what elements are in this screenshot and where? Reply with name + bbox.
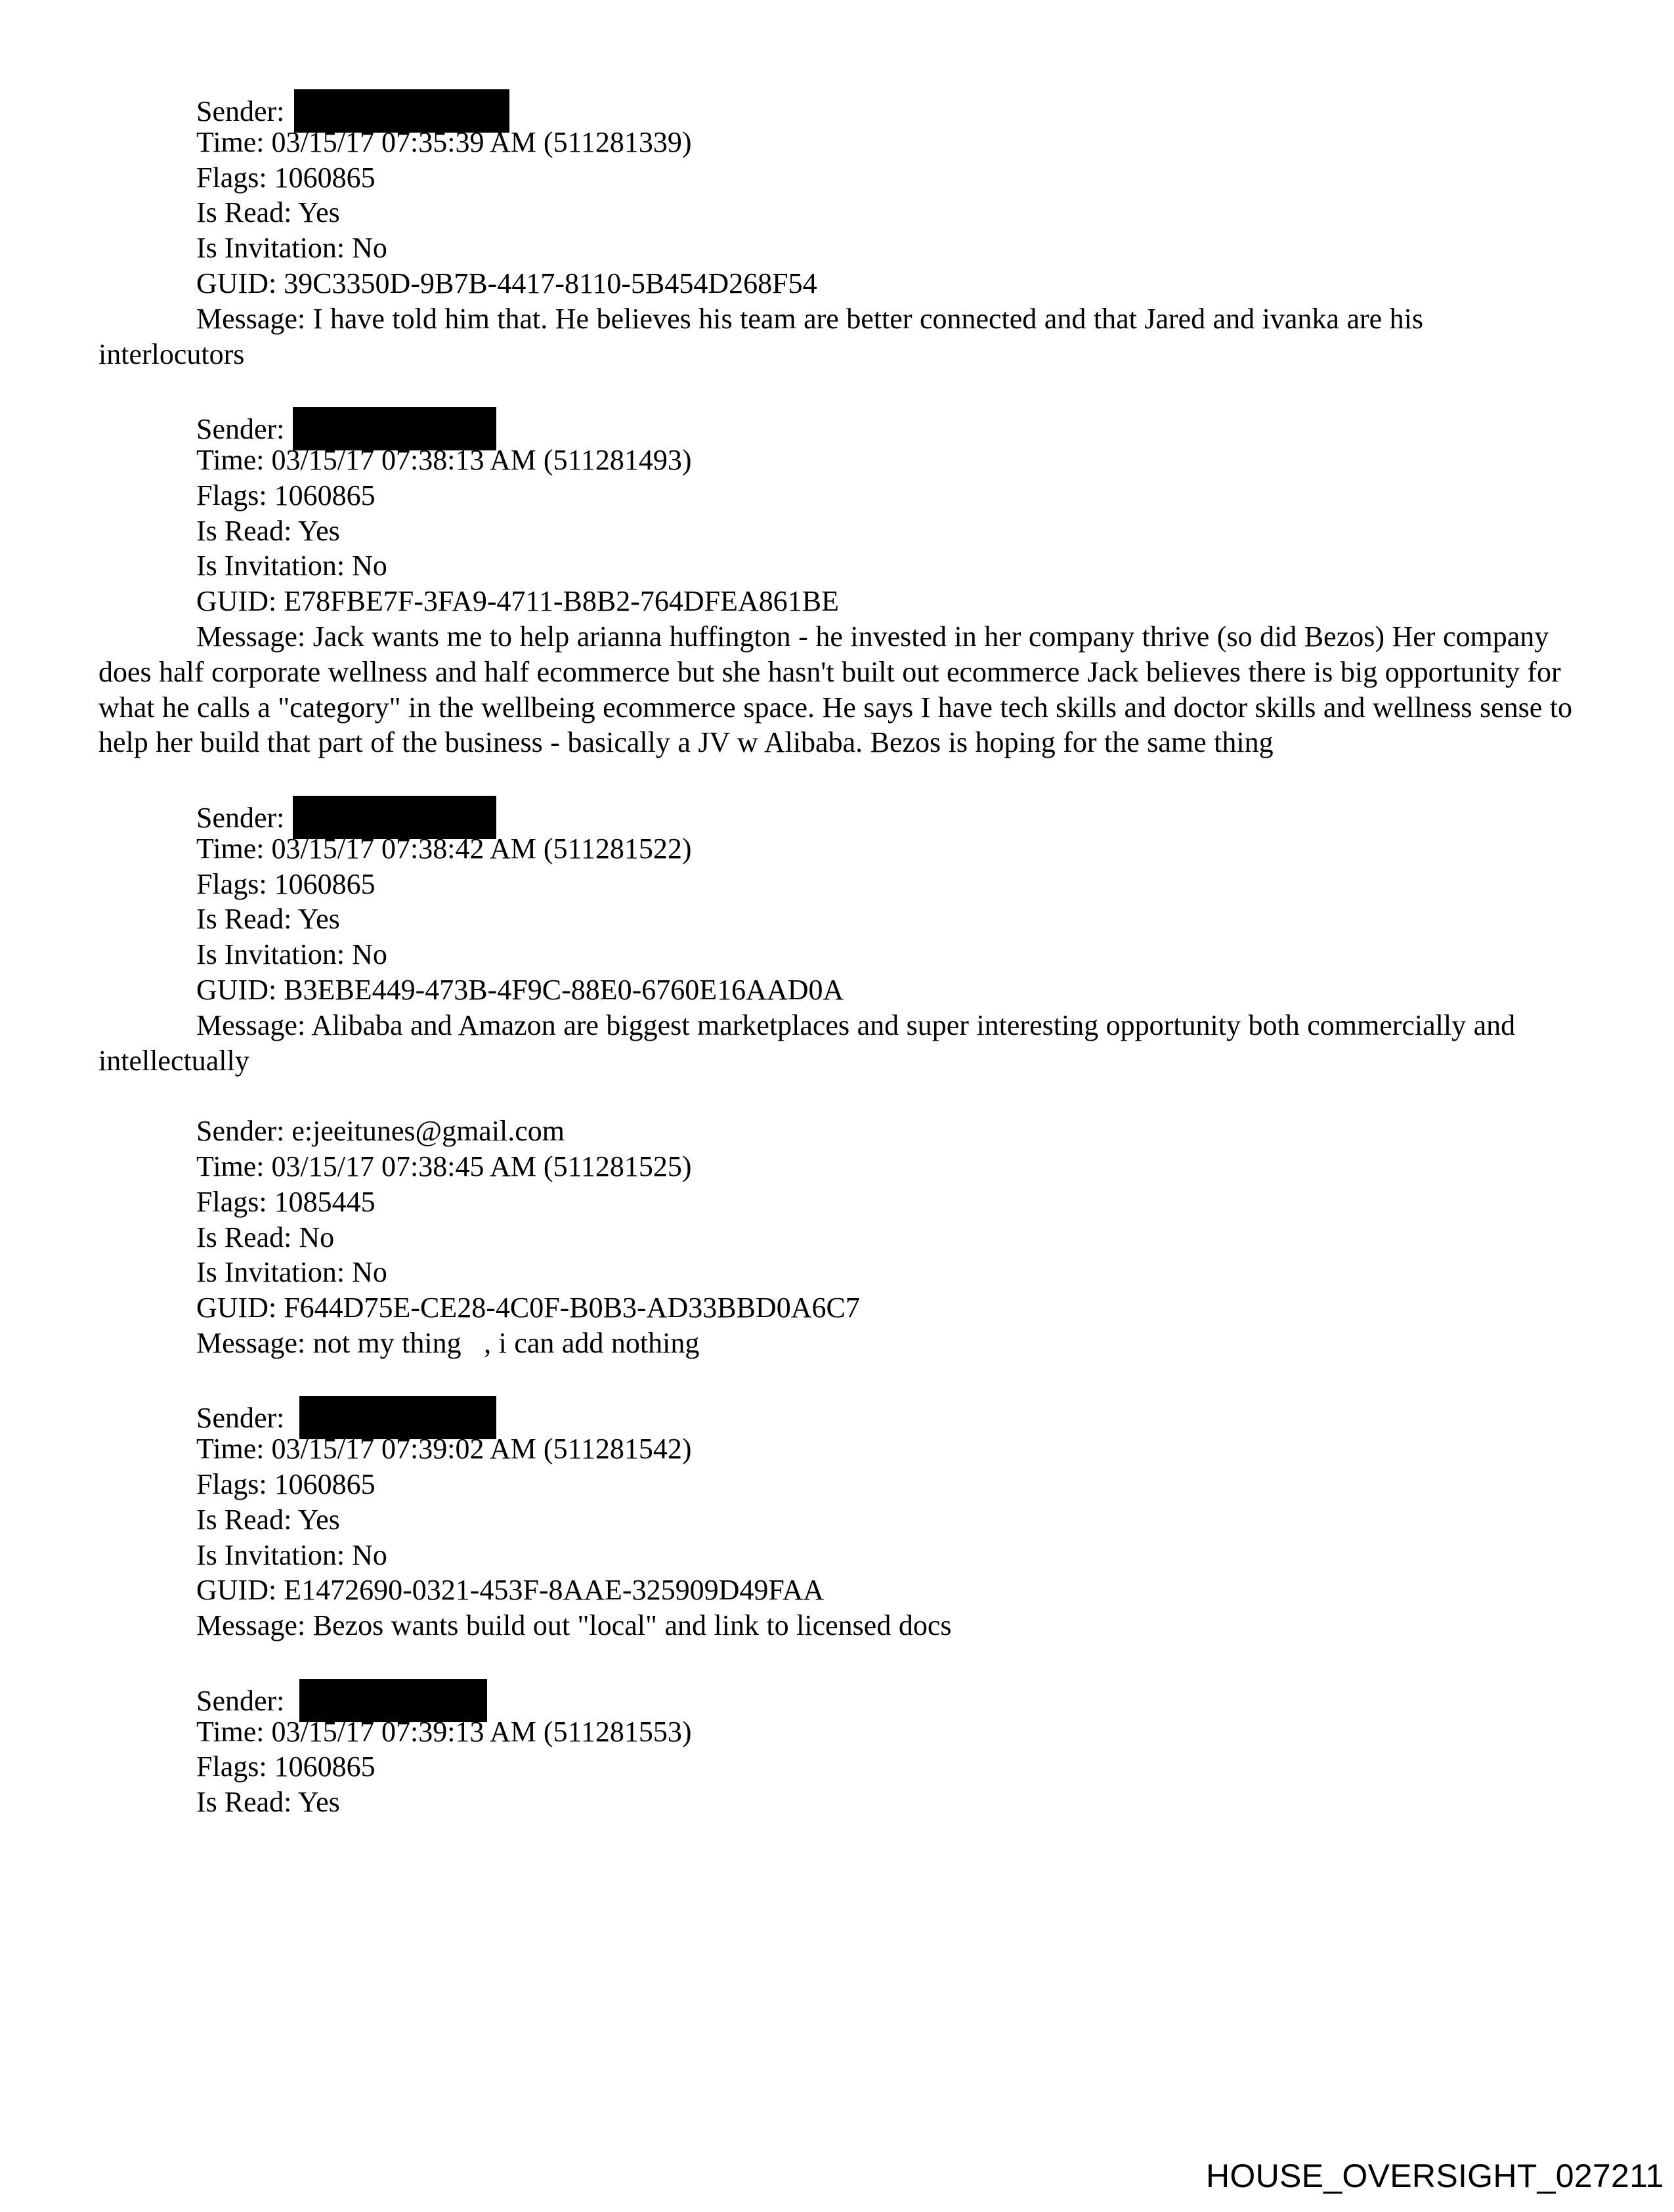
- is-read-value: No: [299, 1221, 335, 1253]
- is-invitation-value: No: [352, 938, 387, 971]
- time-line: [98, 831, 1576, 867]
- message-entry: [98, 1396, 1576, 1643]
- guid-label: GUID:: [196, 585, 284, 618]
- guid-label: GUID:: [196, 267, 284, 299]
- message-line: [98, 301, 1576, 372]
- flags-value: 1060865: [274, 867, 376, 900]
- guid-value: F644D75E-CE28-4C0F-B0B3-AD33BBD0A6C7: [284, 1291, 860, 1324]
- sender-line: [98, 89, 1576, 125]
- time-line: [98, 1714, 1576, 1750]
- flags-label: Flags:: [196, 479, 274, 511]
- is-invitation-line: [98, 1538, 1576, 1573]
- time-label: Time:: [196, 125, 272, 158]
- time-line: [98, 1149, 1576, 1184]
- guid-value: E78FBE7F-3FA9-4711-B8B2-764DFEA861BE: [284, 585, 840, 618]
- guid-label: GUID:: [196, 1574, 284, 1607]
- guid-label: GUID:: [196, 1291, 284, 1324]
- time-label: Time:: [196, 443, 272, 476]
- time-line: [98, 125, 1576, 160]
- message-text: Alibaba and Amazon are biggest marketplaces and super interesting opportunity both commercially and intellectually: [98, 1008, 1516, 1077]
- guid-label: GUID:: [196, 973, 284, 1006]
- is-invitation-label: Is Invitation:: [196, 232, 353, 265]
- sender-value: e:jeeitunes@gmail.com: [291, 1115, 565, 1148]
- message-entry: [98, 89, 1576, 372]
- is-invitation-label: Is Invitation:: [196, 550, 353, 582]
- is-invitation-line: [98, 1255, 1576, 1290]
- is-invitation-label: Is Invitation:: [196, 938, 353, 971]
- bates-number: HOUSE_OVERSIGHT_027211: [1206, 2158, 1664, 2194]
- is-read-value: Yes: [297, 903, 340, 936]
- time-value: 03/15/17 07:39:13 AM (511281553): [271, 1715, 692, 1748]
- flags-label: Flags:: [196, 867, 274, 900]
- message-line: [98, 1008, 1576, 1079]
- flags-label: Flags:: [196, 1750, 274, 1783]
- is-read-line: [98, 1502, 1576, 1538]
- time-value: 03/15/17 07:39:02 AM (511281542): [271, 1433, 692, 1465]
- message-label: Message:: [196, 302, 313, 335]
- guid-line: [98, 1572, 1576, 1608]
- message-entry: [98, 796, 1576, 1078]
- flags-value: 1060865: [274, 479, 376, 511]
- is-invitation-value: No: [352, 232, 387, 265]
- time-value: 03/15/17 07:35:39 AM (511281339): [271, 125, 692, 158]
- is-read-line: [98, 1220, 1576, 1255]
- is-read-label: Is Read:: [196, 1786, 298, 1819]
- time-value: 03/15/17 07:38:45 AM (511281525): [271, 1150, 692, 1182]
- sender-line: [98, 1396, 1576, 1435]
- sender-line: [98, 407, 1576, 446]
- message-text: I have told him that. He believes his team are better connected and that Jared and ivanka are his interlocutors: [98, 302, 1424, 370]
- is-read-line: [98, 1785, 1576, 1820]
- message-label: Message:: [196, 620, 313, 653]
- message-text: Bezos wants build out "local" and link to licensed docs: [312, 1609, 952, 1642]
- guid-value: 39C3350D-9B7B-4417-8110-5B454D268F54: [284, 267, 817, 299]
- message-line: [98, 1326, 1576, 1361]
- is-read-label: Is Read:: [196, 514, 298, 547]
- flags-line: [98, 1749, 1576, 1785]
- message-entry: [98, 1114, 1576, 1361]
- sender-line: [98, 1679, 1576, 1717]
- flags-value: 1060865: [274, 1468, 376, 1501]
- flags-line: [98, 478, 1576, 513]
- flags-line: [98, 867, 1576, 902]
- message-label: Message:: [196, 1008, 312, 1041]
- flags-line: [98, 160, 1576, 196]
- flags-value: 1085445: [274, 1185, 376, 1218]
- time-value: 03/15/17 07:38:42 AM (511281522): [271, 832, 692, 865]
- time-value: 03/15/17 07:38:13 AM (511281493): [271, 443, 692, 476]
- message-label: Message:: [196, 1609, 313, 1642]
- message-text: Jack wants me to help arianna huffington - he invested in her company thrive (so did Bezos) Her company does half corporate wellness and half ecommerce but she hasn't built out ecommerce Jack believes there is big opportunity for what he calls a "category" in the wellbeing ecommerce space. He says I have tech skills and doctor skills and wellness sense to help her build that part of the business - basically a JV w Alibaba. Bezos is hoping for the same thing: [98, 620, 1572, 759]
- sender-line: [98, 796, 1576, 834]
- flags-label: Flags:: [196, 1185, 274, 1218]
- sender-label: Sender:: [196, 1684, 292, 1717]
- is-read-label: Is Read:: [196, 196, 298, 229]
- is-read-label: Is Read:: [196, 903, 298, 936]
- guid-line: [98, 1290, 1576, 1326]
- message-text: not my thing , i can add nothing: [312, 1326, 700, 1359]
- is-read-line: [98, 513, 1576, 549]
- is-read-value: Yes: [297, 1786, 340, 1819]
- sender-label: Sender:: [196, 413, 292, 446]
- flags-line: [98, 1184, 1576, 1220]
- is-invitation-line: [98, 548, 1576, 584]
- is-invitation-value: No: [352, 550, 387, 582]
- flags-line: [98, 1467, 1576, 1502]
- sender-label: Sender:: [196, 95, 292, 127]
- is-read-value: Yes: [297, 514, 340, 547]
- flags-label: Flags:: [196, 1468, 274, 1501]
- is-invitation-line: [98, 230, 1576, 266]
- message-line: [98, 1608, 1576, 1643]
- message-label: Message:: [196, 1326, 313, 1359]
- time-label: Time:: [196, 1150, 272, 1182]
- sender-line: [98, 1114, 1576, 1149]
- guid-line: [98, 972, 1576, 1008]
- guid-line: [98, 584, 1576, 619]
- sender-label: Sender:: [196, 801, 292, 834]
- sender-label: Sender:: [196, 1402, 292, 1435]
- flags-value: 1060865: [274, 1750, 376, 1783]
- is-invitation-label: Is Invitation:: [196, 1256, 353, 1289]
- message-entry: [98, 1679, 1576, 1820]
- sender-label: Sender:: [196, 1115, 292, 1148]
- message-log: [98, 89, 1576, 1855]
- time-line: [98, 443, 1576, 478]
- is-invitation-value: No: [352, 1538, 387, 1571]
- message-line: [98, 619, 1576, 760]
- guid-line: [98, 266, 1576, 301]
- time-label: Time:: [196, 1433, 272, 1465]
- guid-value: B3EBE449-473B-4F9C-88E0-6760E16AAD0A: [284, 973, 844, 1006]
- guid-value: E1472690-0321-453F-8AAE-325909D49FAA: [284, 1574, 825, 1607]
- is-read-label: Is Read:: [196, 1221, 299, 1253]
- is-invitation-line: [98, 937, 1576, 972]
- is-read-line: [98, 195, 1576, 230]
- time-label: Time:: [196, 1715, 272, 1748]
- is-read-line: [98, 901, 1576, 937]
- flags-label: Flags:: [196, 161, 274, 194]
- is-invitation-label: Is Invitation:: [196, 1538, 353, 1571]
- is-invitation-value: No: [352, 1256, 387, 1289]
- is-read-value: Yes: [297, 1503, 340, 1536]
- time-label: Time:: [196, 832, 272, 865]
- flags-value: 1060865: [274, 161, 376, 194]
- is-read-label: Is Read:: [196, 1503, 298, 1536]
- is-read-value: Yes: [297, 196, 340, 229]
- time-line: [98, 1431, 1576, 1467]
- message-entry: [98, 407, 1576, 760]
